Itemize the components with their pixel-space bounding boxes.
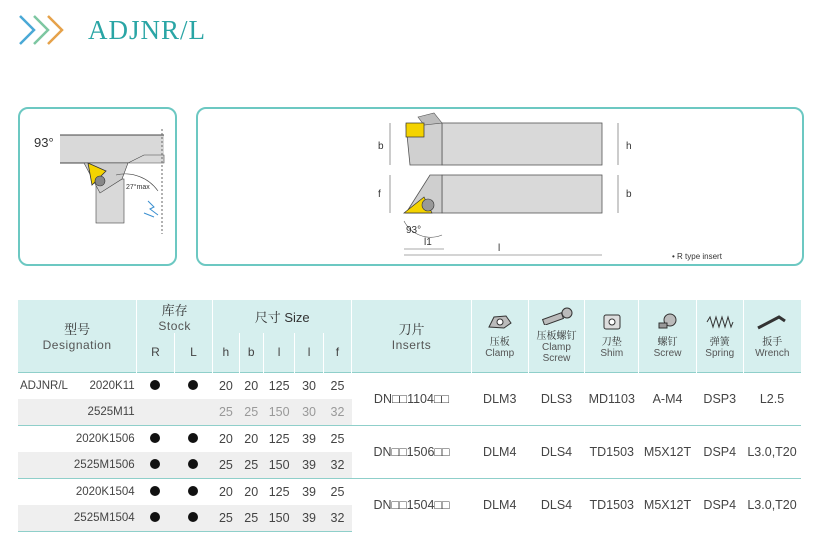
- dim-l1: l1: [424, 237, 432, 248]
- f-cell: 32: [323, 505, 351, 532]
- b-cell: 25: [239, 452, 263, 479]
- screw-cell: M5X12T: [639, 478, 697, 531]
- f-cell: 25: [323, 478, 351, 505]
- wrench-cell: L2.5: [743, 372, 801, 425]
- insert-cell: DN□□1506□□: [352, 425, 472, 478]
- insert-cell: DN□□1104□□: [352, 372, 472, 425]
- in-stock-dot: [150, 380, 160, 390]
- l1-cell: 125: [263, 425, 294, 452]
- l2-cell: 39: [295, 505, 323, 532]
- inserts-header: 刀片 Inserts: [352, 300, 472, 372]
- spec-table: [18, 300, 801, 532]
- size-l2-header: l: [295, 333, 323, 372]
- in-stock-dot: [150, 486, 160, 496]
- l2-cell: 39: [295, 452, 323, 479]
- stock-l-cell: [174, 478, 213, 505]
- shim-cell: TD1503: [585, 425, 639, 478]
- shim-cell: MD1103: [585, 372, 639, 425]
- clamp-icon: [486, 313, 514, 331]
- h-cell: 25: [213, 399, 239, 426]
- wrench-cell: L3.0,T20: [743, 425, 801, 478]
- l1-cell: 150: [263, 505, 294, 532]
- l2-cell: 30: [295, 399, 323, 426]
- b-cell: 25: [239, 399, 263, 426]
- dim-l: l: [498, 243, 501, 254]
- shim-cell: TD1503: [585, 478, 639, 531]
- angle-diagram: [20, 109, 175, 264]
- shim-icon: [601, 313, 623, 331]
- in-stock-dot: [188, 433, 198, 443]
- h-cell: 25: [213, 505, 239, 532]
- dim-h: h: [626, 141, 632, 152]
- chevrons-icon: [18, 13, 76, 47]
- size-header: 尺寸 Size: [213, 300, 352, 333]
- stock-r-cell: [137, 505, 175, 532]
- wrench-icon: [755, 313, 789, 331]
- header: [18, 10, 206, 50]
- wrench-header: 扳手 Wrench: [743, 300, 801, 372]
- stock-r-cell: [137, 478, 175, 505]
- dim-b-side: b: [626, 189, 632, 200]
- stock-r-header: R: [137, 333, 175, 372]
- table-row: [18, 372, 801, 399]
- h-cell: 25: [213, 452, 239, 479]
- page-title: ADJNR/L: [88, 14, 207, 45]
- angle-side-label: 93°: [406, 225, 422, 236]
- dimension-diagram: [198, 109, 802, 264]
- spring-cell: DSP4: [696, 478, 743, 531]
- wrench-cell: L3.0,T20: [743, 478, 801, 531]
- f-cell: 25: [323, 372, 351, 399]
- stock-l-cell: [174, 372, 213, 399]
- spring-icon: [705, 313, 735, 331]
- angle-main-label: 93°: [34, 135, 54, 150]
- clamp-screw-cell: DLS4: [528, 425, 585, 478]
- dim-f: f: [378, 189, 381, 200]
- designation-cell: 2020K1506: [18, 425, 137, 452]
- in-stock-dot: [188, 459, 198, 469]
- l1-cell: 150: [263, 452, 294, 479]
- insert-cell: DN□□1504□□: [352, 478, 472, 531]
- stock-r-cell: [137, 399, 175, 426]
- screw-header: 螺钉 Screw: [639, 300, 697, 372]
- stock-r-cell: [137, 372, 175, 399]
- f-cell: 32: [323, 399, 351, 426]
- spring-header: 弹簧 Spring: [696, 300, 743, 372]
- designation-cell: 2020K1504: [18, 478, 137, 505]
- shim-header: 刀垫 Shim: [585, 300, 639, 372]
- dim-b-top: b: [378, 141, 384, 152]
- l2-cell: 30: [295, 372, 323, 399]
- spring-cell: DSP4: [696, 425, 743, 478]
- table-row: [18, 478, 801, 505]
- screw-cell: M5X12T: [639, 425, 697, 478]
- b-cell: 20: [239, 478, 263, 505]
- designation-cell: ADJNR/L 2020K11: [18, 372, 137, 399]
- l1-cell: 125: [263, 478, 294, 505]
- designation-header: 型号 Designation: [18, 300, 137, 372]
- r-type-note: • R type insert: [672, 252, 722, 261]
- in-stock-dot: [188, 380, 198, 390]
- h-cell: 20: [213, 372, 239, 399]
- angle-max-label: 27°max: [126, 184, 150, 191]
- stock-l-header: L: [174, 333, 213, 372]
- clamp-header: 压板 Clamp: [471, 300, 528, 372]
- dimension-diagram-panel: [196, 107, 804, 266]
- clamp-screw-cell: DLS4: [528, 478, 585, 531]
- angle-diagram-panel: [18, 107, 177, 266]
- h-cell: 20: [213, 425, 239, 452]
- b-cell: 20: [239, 372, 263, 399]
- stock-l-cell: [174, 452, 213, 479]
- spring-cell: DSP3: [696, 372, 743, 425]
- f-cell: 25: [323, 425, 351, 452]
- table-row: [18, 425, 801, 452]
- in-stock-dot: [188, 512, 198, 522]
- size-f-header: f: [323, 333, 351, 372]
- l2-cell: 39: [295, 478, 323, 505]
- clamp-cell: DLM4: [471, 425, 528, 478]
- in-stock-dot: [150, 512, 160, 522]
- size-b-header: b: [239, 333, 263, 372]
- stock-l-cell: [174, 399, 213, 426]
- designation-cell: 2525M11: [18, 399, 137, 426]
- clamp-screw-icon: [539, 307, 575, 325]
- stock-r-cell: [137, 425, 175, 452]
- l1-cell: 125: [263, 372, 294, 399]
- clamp-screw-cell: DLS3: [528, 372, 585, 425]
- f-cell: 32: [323, 452, 351, 479]
- in-stock-dot: [150, 433, 160, 443]
- l1-cell: 150: [263, 399, 294, 426]
- screw-cell: A-M4: [639, 372, 697, 425]
- b-cell: 25: [239, 505, 263, 532]
- l2-cell: 39: [295, 425, 323, 452]
- b-cell: 20: [239, 425, 263, 452]
- h-cell: 20: [213, 478, 239, 505]
- stock-l-cell: [174, 425, 213, 452]
- size-h-header: h: [213, 333, 239, 372]
- stock-r-cell: [137, 452, 175, 479]
- screw-icon: [656, 313, 680, 331]
- clamp-screw-header: 压板螺钉 Clamp Screw: [528, 300, 585, 372]
- clamp-cell: DLM4: [471, 478, 528, 531]
- in-stock-dot: [150, 459, 160, 469]
- designation-cell: 2525M1506: [18, 452, 137, 479]
- size-l1-header: l: [263, 333, 294, 372]
- designation-cell: 2525M1504: [18, 505, 137, 532]
- in-stock-dot: [188, 486, 198, 496]
- stock-header: 库存 Stock: [137, 300, 213, 333]
- clamp-cell: DLM3: [471, 372, 528, 425]
- stock-l-cell: [174, 505, 213, 532]
